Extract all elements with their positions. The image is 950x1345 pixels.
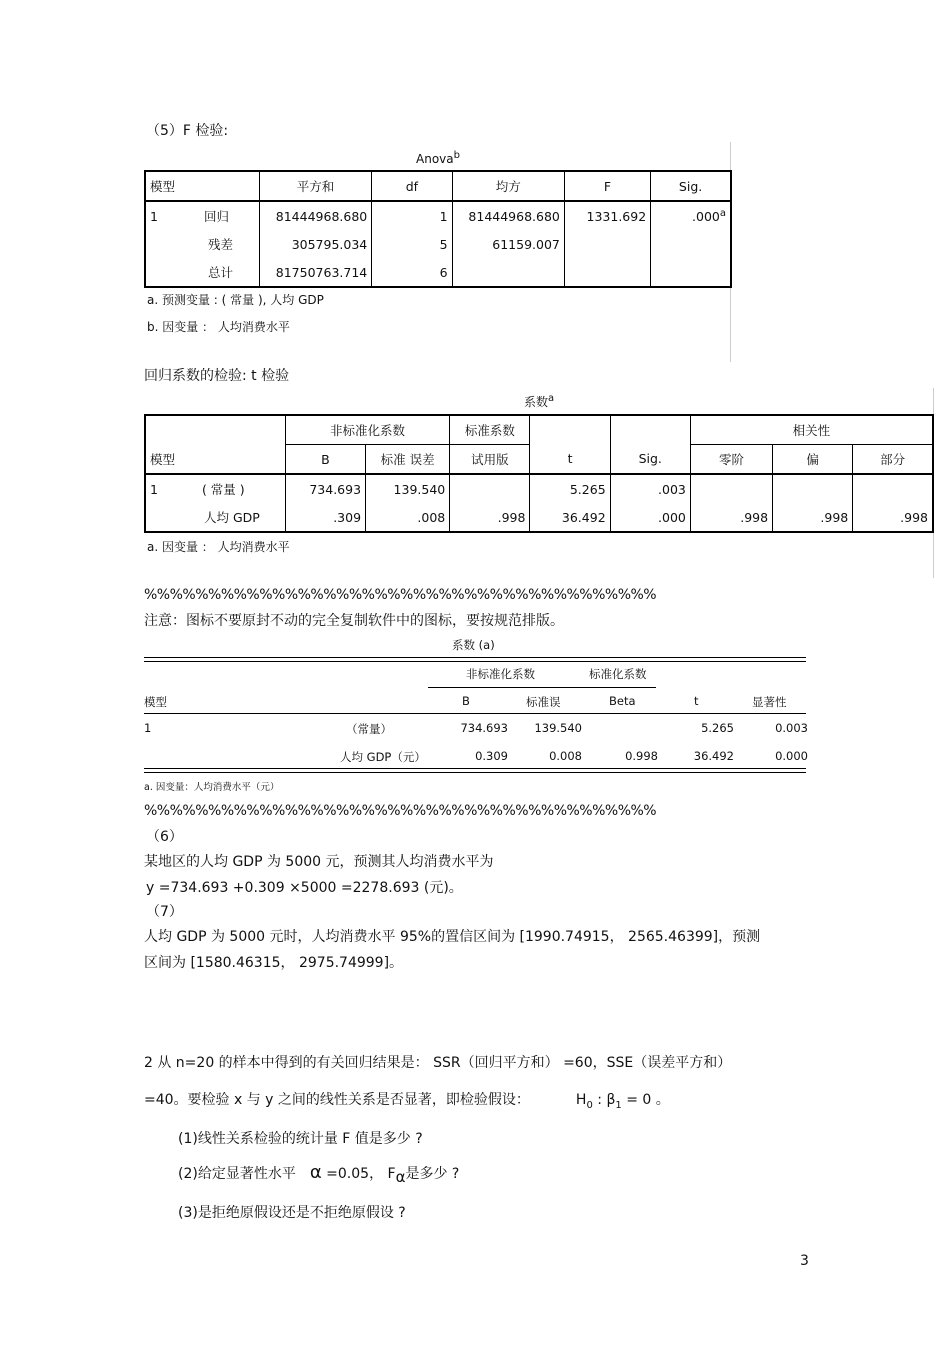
cell-sig-sup: a [719, 207, 726, 219]
cell-se: 139.540 [366, 474, 450, 503]
row-model: 1 [150, 482, 158, 497]
row-label: ( 常量 ) [201, 482, 245, 497]
percent-divider: %%%%%%%%%%%%%%%%%%%%%%%%%%%%%%%%%%%%%%%% [144, 587, 657, 603]
cell-beta: .998 [450, 503, 530, 532]
cell-ss: 81750763.714 [259, 258, 371, 287]
part7-label: （7） [146, 904, 183, 920]
cell-sig [651, 258, 731, 287]
header-sig: Sig. [610, 445, 690, 475]
cell-zero-order: .998 [690, 503, 772, 532]
cell-sig: .000 [692, 209, 720, 225]
cell-df: 5 [372, 230, 452, 258]
group-unstandardized: 非标准化系数 [285, 415, 449, 445]
group-standardized: 标准系数 [450, 415, 530, 445]
anova-note-a: a. 预测变量 : ( 常量 ), 人均 GDP [147, 293, 324, 307]
section-heading-f-test: （5）F 检验: [146, 123, 229, 139]
row-label: 残差 [208, 237, 234, 252]
cell-sig: 0.000 [775, 749, 808, 763]
apa-note: a. 因变量：人均消费水平（元） [144, 782, 280, 793]
anova-header-sig: Sig. [651, 171, 731, 201]
cell-b: 0.309 [475, 749, 508, 763]
header-trial: 试用版 [450, 445, 530, 475]
cell-partial: .998 [773, 503, 853, 532]
coefficients-table [144, 414, 934, 533]
apa-bottom-rule [144, 768, 806, 773]
coef-group-header-row [145, 415, 933, 445]
cell-sig: .003 [610, 474, 690, 503]
row-label: 回归 [203, 209, 229, 224]
anova-title: Anova$^b$ [416, 150, 460, 166]
cell-part [853, 474, 933, 503]
apa-header-model: 模型 [144, 695, 167, 709]
coef-header-row [145, 445, 933, 475]
cell-ms [452, 258, 564, 287]
apa-header-rule [144, 713, 806, 714]
coef-note-a: a. 因变量 ： 人均消费水平 [147, 540, 290, 554]
header-part: 部分 [853, 445, 933, 475]
row-model: 1 [150, 209, 158, 224]
cell-part: .998 [853, 503, 933, 532]
alpha-symbol: α [309, 1162, 322, 1183]
page-number: 3 [800, 1253, 809, 1269]
cell-t: 36.492 [530, 503, 610, 532]
cell-ms: 61159.007 [452, 230, 564, 258]
anova-header-model: 模型 [145, 171, 259, 201]
row-label: 人均 GDP [204, 510, 260, 525]
header-b: B [285, 445, 365, 475]
apa-top-rule [144, 657, 806, 662]
row-label: （常量） [346, 722, 392, 736]
cell-zero-order [690, 474, 772, 503]
cell-ms: 81444968.680 [452, 201, 564, 230]
table-row [145, 503, 933, 532]
cell-se: 0.008 [549, 749, 582, 763]
cell-f [564, 258, 650, 287]
header-partial: 偏 [773, 445, 853, 475]
anova-note-b: b. 因变量 ： 人均消费水平 [147, 320, 290, 334]
cell-sig: 0.003 [775, 721, 808, 735]
notice-text: 注意：图标不要原封不动的完全复制软件中的图标，要按规范排版。 [144, 613, 564, 629]
apa-group-rule [428, 687, 656, 688]
cell-beta [450, 474, 530, 503]
anova-header-ms: 均方 [452, 171, 564, 201]
q2-item-1: (1)线性关系检验的统计量 F 值是多少 ? [178, 1131, 423, 1147]
apa-header-b: B [462, 694, 470, 708]
cell-se: .008 [366, 503, 450, 532]
cell-partial [773, 474, 853, 503]
cell-se: 139.540 [534, 721, 582, 735]
cell-sig [651, 230, 731, 258]
hypothesis-h0: $H_0$ : $\beta_1 = 0$ 。 [575, 1092, 670, 1111]
cell-f [564, 230, 650, 258]
apa-header-t: t [694, 694, 699, 708]
cell-b: .309 [285, 503, 365, 532]
cell-beta: 0.998 [625, 749, 658, 763]
part7-text-line2: 区间为 [1580.46315， 2975.74999]。 [144, 955, 404, 971]
header-se: 标准 误差 [366, 445, 450, 475]
anova-header-ss: 平方和 [259, 171, 371, 201]
apa-header-se: 标准误 [526, 695, 561, 709]
table-row [145, 230, 731, 258]
header-zero-order: 零阶 [690, 445, 772, 475]
part6-label: （6） [146, 829, 183, 845]
cell-df: 6 [372, 258, 452, 287]
group-correlations: 相关性 [690, 415, 933, 445]
apa-header-sig: 显著性 [752, 695, 787, 709]
apa-group-standardized: 标准化系数 [589, 667, 647, 681]
cell-sig: .000 [610, 503, 690, 532]
header-model: 模型 [145, 445, 285, 475]
cell-ss: 305795.034 [259, 230, 371, 258]
row-label: 人均 GDP（元） [340, 750, 426, 764]
anova-header-df: df [372, 171, 452, 201]
table-row [145, 201, 731, 230]
anova-header-row [145, 171, 731, 201]
anova-table [144, 170, 732, 288]
row-model: 1 [144, 721, 152, 735]
cell-t: 5.265 [530, 474, 610, 503]
row-label: 总计 [208, 265, 234, 280]
table-row [145, 474, 933, 503]
q2-text-line1: 2 从 n=20 的样本中得到的有关回归结果是： SSR（回归平方和） =60，SSE（误差平方和） [144, 1055, 732, 1071]
apa-header-beta: Beta [609, 694, 636, 708]
apa-table-title: 系数 (a) [452, 638, 495, 652]
header-t: t [530, 445, 610, 475]
cell-df: 1 [372, 201, 452, 230]
cell-ss: 81444968.680 [259, 201, 371, 230]
anova-header-f: F [564, 171, 650, 201]
q2-item-2: (2)给定显著性水平 α =0.05， $F_\alpha$是多少 ? [178, 1162, 460, 1186]
part6-text: 某地区的人均 GDP 为 5000 元，预测其人均消费水平为 [144, 854, 494, 870]
cell-b: 734.693 [285, 474, 365, 503]
coef-title: 系数$^a$ [524, 393, 555, 409]
q2-item-3: (3)是拒绝原假设还是不拒绝原假设 ? [178, 1205, 406, 1221]
part6-formula: y =734.693 +0.309 ×5000 =2278.693 (元)。 [146, 880, 463, 896]
percent-divider: %%%%%%%%%%%%%%%%%%%%%%%%%%%%%%%%%%%%%%%% [144, 803, 657, 819]
t-test-heading: 回归系数的检验: t 检验 [144, 368, 290, 384]
cell-f: 1331.692 [564, 201, 650, 230]
cell-t: 5.265 [701, 721, 734, 735]
part7-text-line1: 人均 GDP 为 5000 元时，人均消费水平 95%的置信区间为 [1990.74915， 2565.46399]，预测 [144, 929, 761, 945]
q2-text-line2: =40。要检验 x 与 y 之间的线性关系是否显著，即检验假设： $H_0$ : $\beta_1 = 0$ 。 [144, 1092, 670, 1111]
cell-b: 734.693 [460, 721, 508, 735]
table-row [145, 258, 731, 287]
apa-group-unstandardized: 非标准化系数 [466, 667, 535, 681]
cell-t: 36.492 [693, 749, 734, 763]
